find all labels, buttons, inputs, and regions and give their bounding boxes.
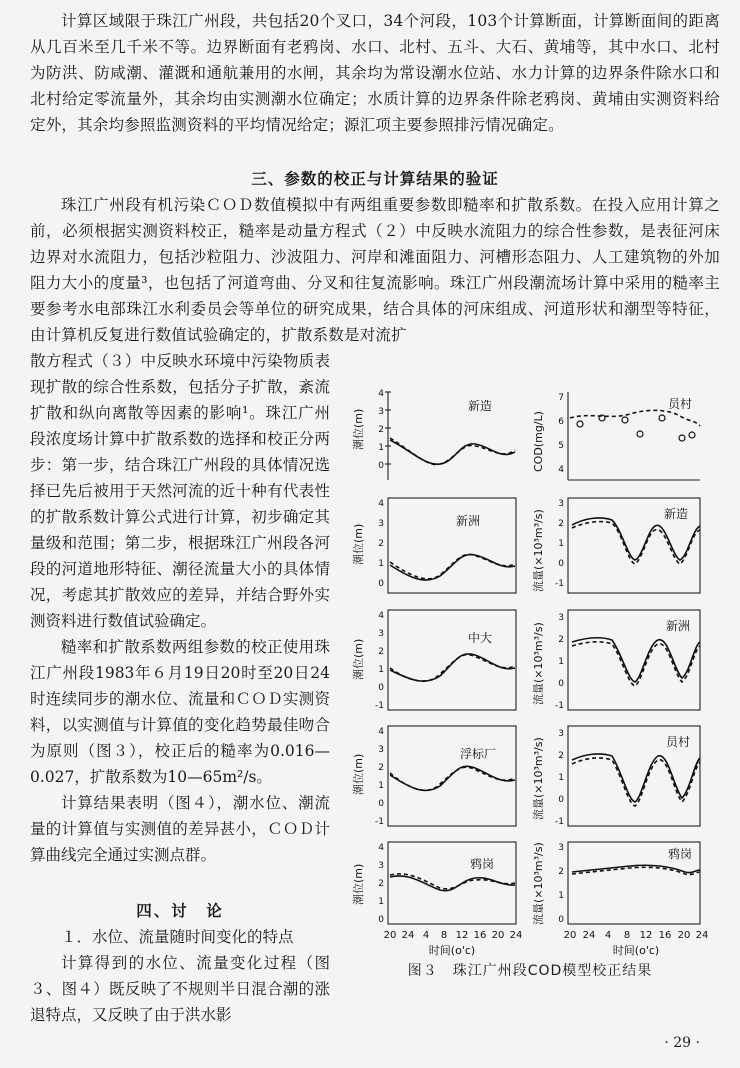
right-panel-1-ylabel: COD(mg/L) xyxy=(532,411,545,472)
svg-text:5: 5 xyxy=(558,441,564,451)
right-panel-3-measured xyxy=(572,642,700,686)
paragraph-calibration: 糙率和扩散系数两组参数的校正使用珠江广州段1983年６月19日20时至20日24时连续同步的潮水位、流量和ＣＯＤ实测资料，以实测值与计算值的变化趋势最佳吻合为原则（图３），校正后的糙率为0.016—0.027，扩散系数为10—65m²/s。 xyxy=(30,638,330,786)
svg-text:0: 0 xyxy=(378,461,384,471)
svg-text:12: 12 xyxy=(455,930,469,941)
svg-text:3: 3 xyxy=(558,843,564,853)
svg-text:2: 2 xyxy=(558,519,564,529)
svg-text:0: 0 xyxy=(378,683,384,693)
svg-text:3: 3 xyxy=(378,861,384,871)
left-panel-4-measured xyxy=(390,767,515,790)
right-panel-2-curve xyxy=(572,518,700,560)
right-panel-5-station: 鸦岗 xyxy=(668,847,693,861)
svg-text:24: 24 xyxy=(695,930,709,941)
left-panel-4-ylabel: 潮位(m) xyxy=(352,753,365,795)
paragraph-results: 计算结果表明（图４），潮水位、潮流量的计算值与实测值的差异甚小，ＣＯＤ计算曲线完全通过实测点群。 xyxy=(30,794,330,864)
right-panel-4-curve xyxy=(572,754,700,802)
right-panel-4-measured xyxy=(572,758,700,806)
svg-text:-1: -1 xyxy=(555,701,564,711)
figure-caption: 图３ 珠江广州段COD模型校正结果 xyxy=(407,963,653,979)
svg-text:1: 1 xyxy=(558,773,564,783)
intro-paragraph: 计算区域限于珠江广州段，共包括20个叉口，34个河段，103个计算断面，计算断面间的距离从几百米至几千米不等。边界断面有老鸦岗、水口、北村、五斗、大石、黄埔等，其中水口、北村为防洪、防咸潮、灌溉和通航兼用的水闸，其余均为常设潮水位站、水力计算的边界条件除水口和北村给定零流量外，其余均由实测潮水位确定；水质计算的边界条件除老鸦岗、黄埔由实测资料给定外，其余均参照监测资料的平均情况给定；源汇项主要参照排污情况确定。 xyxy=(30,12,720,134)
svg-text:2: 2 xyxy=(558,751,564,761)
svg-text:0: 0 xyxy=(378,579,384,589)
figure-3-chart xyxy=(340,380,720,960)
svg-text:4: 4 xyxy=(378,611,384,621)
right-x-axis-title: 时间(o'c) xyxy=(612,944,660,957)
left-panel-3-curve xyxy=(390,654,515,681)
section-3-heading: 三、参数的校正与计算结果的验证 xyxy=(251,169,499,188)
svg-text:6: 6 xyxy=(558,417,564,427)
right-panel-3-station: 新洲 xyxy=(666,619,691,633)
svg-text:1: 1 xyxy=(558,891,564,901)
svg-text:4: 4 xyxy=(422,930,430,941)
svg-text:4: 4 xyxy=(378,727,384,737)
left-panel-4-frame xyxy=(388,726,516,826)
svg-text:24: 24 xyxy=(509,930,523,941)
right-panel-4-ylabel: 流量(×10³m³/s) xyxy=(532,737,545,820)
right-panel-3-ylabel: 流量(×10³m³/s) xyxy=(532,622,545,705)
svg-text:3: 3 xyxy=(378,407,384,417)
svg-text:3: 3 xyxy=(558,613,564,623)
section-3-left-column xyxy=(30,348,330,868)
svg-text:7: 7 xyxy=(558,393,564,403)
right-panel-2-station: 新造 xyxy=(664,507,689,521)
svg-text:24: 24 xyxy=(582,930,596,941)
svg-text:4: 4 xyxy=(378,389,384,399)
svg-text:3: 3 xyxy=(378,745,384,755)
svg-text:1: 1 xyxy=(378,443,384,453)
svg-text:2: 2 xyxy=(378,425,384,435)
left-panel-2-station: 新洲 xyxy=(456,514,481,528)
svg-text:2: 2 xyxy=(378,539,384,549)
svg-text:-1: -1 xyxy=(375,701,384,711)
svg-text:2: 2 xyxy=(558,867,564,877)
svg-text:-1: -1 xyxy=(375,817,384,827)
left-panel-3-frame xyxy=(388,610,516,710)
left-panel-1-frame xyxy=(385,392,391,480)
left-panel-1-station: 新造 xyxy=(468,399,493,413)
svg-text:0: 0 xyxy=(558,795,564,805)
section-4-body xyxy=(30,924,330,1028)
right-panel-3-curve xyxy=(572,638,700,682)
svg-text:1: 1 xyxy=(378,897,384,907)
svg-text:2: 2 xyxy=(558,635,564,645)
left-panel-5-frame xyxy=(388,842,516,924)
svg-text:20: 20 xyxy=(563,930,577,941)
svg-text:0: 0 xyxy=(378,799,384,809)
svg-text:1: 1 xyxy=(378,665,384,675)
paragraph-continued: 散方程式（３）中反映水环境中污染物质表现扩散的综合性系数，包括分子扩散，紊流扩散和纵向离散等因素的影响¹。珠江广州段浓度场计算中扩散系数的选择和校正分两步：第一步，结合珠江广州段的具体情况选择已先后被用于天然河流的近十种有代表性的扩散系数计算公式进行计算，初步确定其量级和范围；第二步，根据珠江广州段各河段的河道地形特征、潮径流量大小的具体情况，考虑其扩散效应的差异，并结合野外实测资料进行数值试验确定。 xyxy=(30,352,330,630)
svg-text:3: 3 xyxy=(378,629,384,639)
svg-text:20: 20 xyxy=(491,930,505,941)
left-panel-3-ylabel: 潮位(m) xyxy=(352,638,365,680)
svg-text:-1: -1 xyxy=(555,817,564,827)
left-panel-2-curve xyxy=(390,555,515,580)
right-panel-1-curve xyxy=(570,410,700,426)
cod-measured-points xyxy=(577,415,695,441)
svg-text:20: 20 xyxy=(677,930,691,941)
svg-text:0: 0 xyxy=(558,915,564,925)
left-panel-3-measured xyxy=(390,655,515,681)
left-panel-2-frame xyxy=(388,498,516,593)
left-panel-2-ylabel: 潮位(m) xyxy=(352,523,365,565)
svg-text:1: 1 xyxy=(378,781,384,791)
left-panel-5-ylabel: 潮位(m) xyxy=(352,863,365,905)
svg-text:0: 0 xyxy=(558,559,564,569)
svg-text:3: 3 xyxy=(378,519,384,529)
svg-text:8: 8 xyxy=(440,930,448,941)
left-panel-4-station: 浮标厂 xyxy=(460,747,497,761)
section-4-heading: 四、讨 论 xyxy=(136,901,224,920)
left-panel-3-station: 中大 xyxy=(468,631,493,645)
svg-text:16: 16 xyxy=(658,930,672,941)
svg-text:4: 4 xyxy=(378,843,384,853)
svg-text:16: 16 xyxy=(473,930,487,941)
right-panel-5-ylabel: 流量(×10³m³/s) xyxy=(532,842,545,925)
svg-text:1: 1 xyxy=(558,657,564,667)
svg-text:12: 12 xyxy=(639,930,653,941)
section-4-paragraph: 计算得到的水位、流量变化过程（图３、图４）既反映了不规则半日混合潮的涨退特点，又反映了由于洪水影 xyxy=(30,954,330,1024)
svg-text:1: 1 xyxy=(558,539,564,549)
svg-text:8: 8 xyxy=(623,930,631,941)
svg-text:-1: -1 xyxy=(555,579,564,589)
right-panel-2-ylabel: 流量(×10³m³/s) xyxy=(532,509,545,592)
page-number: · 29 · xyxy=(664,1035,700,1051)
right-panel-1-station: 员村 xyxy=(668,397,693,411)
svg-text:1: 1 xyxy=(378,559,384,569)
svg-text:4: 4 xyxy=(604,930,612,941)
svg-text:2: 2 xyxy=(378,647,384,657)
right-panel-4-station: 员村 xyxy=(666,735,691,749)
svg-text:20: 20 xyxy=(383,930,397,941)
svg-text:4: 4 xyxy=(558,465,564,475)
left-panel-1-measured xyxy=(390,438,515,465)
subsection-title: １．水位、流量随时间变化的特点 xyxy=(61,928,294,946)
svg-text:2: 2 xyxy=(378,879,384,889)
svg-text:2: 2 xyxy=(378,763,384,773)
svg-text:3: 3 xyxy=(558,499,564,509)
svg-text:3: 3 xyxy=(558,729,564,739)
left-panel-5-station: 鸦岗 xyxy=(470,857,495,871)
svg-text:0: 0 xyxy=(558,679,564,689)
svg-text:24: 24 xyxy=(401,930,415,941)
left-panel-1-ylabel: 潮位(m) xyxy=(352,408,365,450)
figure-3 xyxy=(340,380,720,1000)
section-3-paragraph-1: 珠江广州段有机污染ＣＯＤ数值模拟中有两组重要参数即糙率和扩散系数。在投入应用计算之前，必须根据实测资料校正，糙率是动量方程式（２）中反映水流阻力的综合性参数，是表征河床边界对水流阻力，包括沙粒阻力、沙波阻力、河岸和滩面阻力、河槽形态阻力、人工建筑物的外加阻力大小的度量³，也包括了河道弯曲、分叉和往复流影响。珠江广州段潮流场计算中采用的糙率主要参考水电部珠江水利委员会等单位的研究成果，结合具体的河床组成、河道形状和潮型等特征，由计算机反复进行数值试验确定的，扩散系数是对流扩 xyxy=(30,196,720,344)
left-x-axis-title: 时间(o'c) xyxy=(428,944,476,957)
right-panel-5-curve xyxy=(572,865,700,872)
right-panel-2-measured xyxy=(572,522,700,564)
svg-text:4: 4 xyxy=(378,499,384,509)
svg-text:0: 0 xyxy=(378,915,384,925)
